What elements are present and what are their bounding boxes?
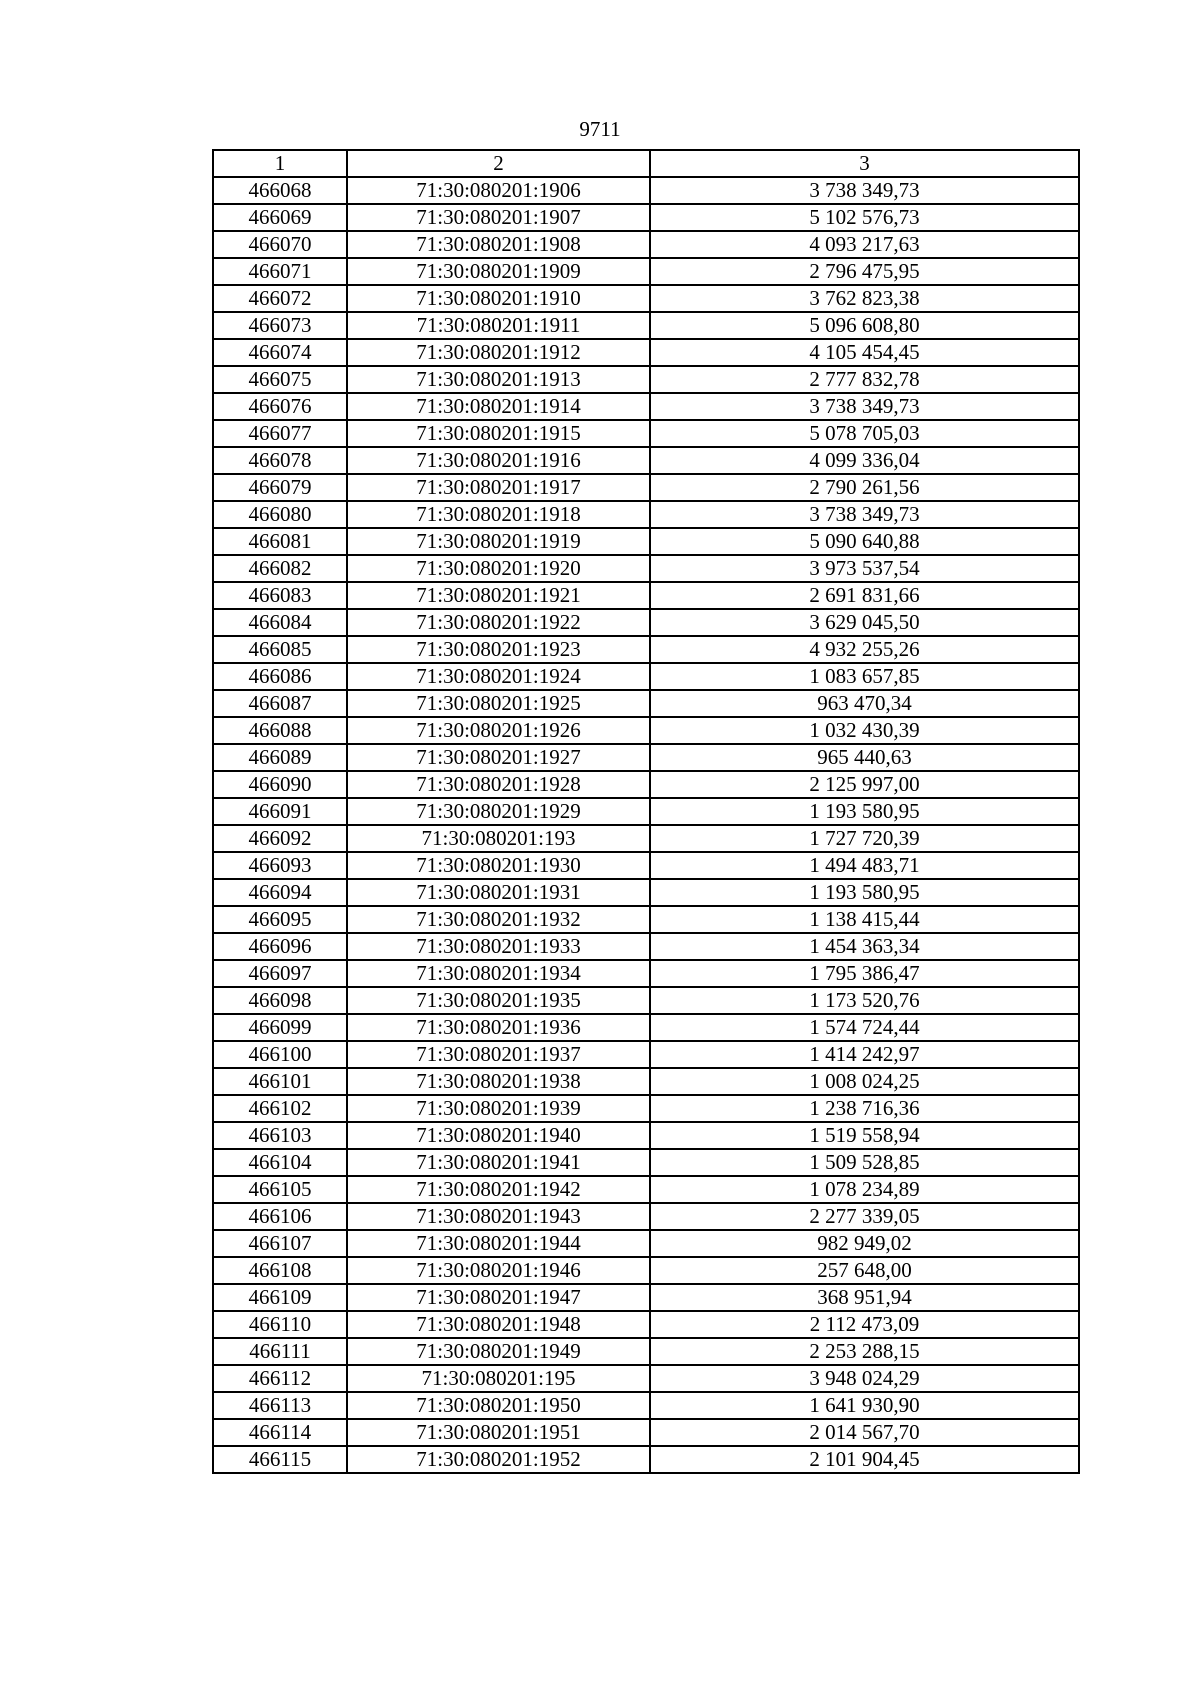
table-row xyxy=(213,1149,1079,1176)
cadastral-number-cell: 71:30:080201:1909 xyxy=(347,258,650,285)
cadastral-number-cell: 71:30:080201:1929 xyxy=(347,798,650,825)
table-row xyxy=(213,609,1079,636)
cadastral-number-cell: 71:30:080201:193 xyxy=(347,825,650,852)
table-row xyxy=(213,771,1079,798)
table-row xyxy=(213,420,1079,447)
cadastral-number-cell: 71:30:080201:1917 xyxy=(347,474,650,501)
table-row xyxy=(213,312,1079,339)
cadastral-number-cell: 71:30:080201:1950 xyxy=(347,1392,650,1419)
cadastral-number-cell: 71:30:080201:1914 xyxy=(347,393,650,420)
table-row xyxy=(213,933,1079,960)
cadastral-number-cell: 71:30:080201:1931 xyxy=(347,879,650,906)
table-row xyxy=(213,474,1079,501)
cadastral-value-cell: 1 138 415,44 xyxy=(650,906,1079,933)
table-row xyxy=(213,744,1079,771)
cadastral-value-cell: 3 973 537,54 xyxy=(650,555,1079,582)
table-row xyxy=(213,501,1079,528)
cadastral-value-cell: 1 083 657,85 xyxy=(650,663,1079,690)
row-number-cell: 466075 xyxy=(213,366,347,393)
cadastral-value-cell: 2 796 475,95 xyxy=(650,258,1079,285)
cadastral-value-cell: 1 509 528,85 xyxy=(650,1149,1079,1176)
table-row xyxy=(213,690,1079,717)
row-number-cell: 466111 xyxy=(213,1338,347,1365)
table-row xyxy=(213,285,1079,312)
row-number-cell: 466077 xyxy=(213,420,347,447)
row-number-cell: 466102 xyxy=(213,1095,347,1122)
table-row xyxy=(213,1014,1079,1041)
table-row xyxy=(213,339,1079,366)
cadastral-number-cell: 71:30:080201:1928 xyxy=(347,771,650,798)
table-row xyxy=(213,1284,1079,1311)
row-number-cell: 466115 xyxy=(213,1446,347,1473)
row-number-cell: 466095 xyxy=(213,906,347,933)
cadastral-value-cell: 3 629 045,50 xyxy=(650,609,1079,636)
row-number-cell: 466090 xyxy=(213,771,347,798)
row-number-cell: 466112 xyxy=(213,1365,347,1392)
row-number-cell: 466101 xyxy=(213,1068,347,1095)
cadastral-number-cell: 71:30:080201:1951 xyxy=(347,1419,650,1446)
cadastral-number-cell: 71:30:080201:1910 xyxy=(347,285,650,312)
cadastral-number-cell: 71:30:080201:1912 xyxy=(347,339,650,366)
row-number-cell: 466103 xyxy=(213,1122,347,1149)
row-number-cell: 466079 xyxy=(213,474,347,501)
row-number-cell: 466097 xyxy=(213,960,347,987)
row-number-cell: 466093 xyxy=(213,852,347,879)
row-number-cell: 466104 xyxy=(213,1149,347,1176)
cadastral-value-cell: 1 641 930,90 xyxy=(650,1392,1079,1419)
cadastral-number-cell: 71:30:080201:1906 xyxy=(347,177,650,204)
row-number-cell: 466089 xyxy=(213,744,347,771)
row-number-cell: 466078 xyxy=(213,447,347,474)
cadastral-number-cell: 71:30:080201:1948 xyxy=(347,1311,650,1338)
cadastral-value-cell: 3 738 349,73 xyxy=(650,393,1079,420)
row-number-cell: 466084 xyxy=(213,609,347,636)
cadastral-number-cell: 71:30:080201:1947 xyxy=(347,1284,650,1311)
cadastral-value-cell: 2 777 832,78 xyxy=(650,366,1079,393)
row-number-cell: 466072 xyxy=(213,285,347,312)
cadastral-number-cell: 71:30:080201:1908 xyxy=(347,231,650,258)
table-row xyxy=(213,1392,1079,1419)
cadastral-number-cell: 71:30:080201:1934 xyxy=(347,960,650,987)
cadastral-value-cell: 1 193 580,95 xyxy=(650,798,1079,825)
row-number-cell: 466080 xyxy=(213,501,347,528)
cadastral-number-cell: 71:30:080201:1939 xyxy=(347,1095,650,1122)
cadastral-value-cell: 5 096 608,80 xyxy=(650,312,1079,339)
column-header-2: 2 xyxy=(347,150,650,177)
row-number-cell: 466068 xyxy=(213,177,347,204)
column-header-1: 1 xyxy=(213,150,347,177)
cadastral-number-cell: 71:30:080201:1930 xyxy=(347,852,650,879)
row-number-cell: 466100 xyxy=(213,1041,347,1068)
row-number-cell: 466092 xyxy=(213,825,347,852)
row-number-cell: 466070 xyxy=(213,231,347,258)
cadastral-value-cell: 3 738 349,73 xyxy=(650,501,1079,528)
row-number-cell: 466114 xyxy=(213,1419,347,1446)
table-row xyxy=(213,960,1079,987)
table-row xyxy=(213,906,1079,933)
row-number-cell: 466106 xyxy=(213,1203,347,1230)
cadastral-value-cell: 2 691 831,66 xyxy=(650,582,1079,609)
row-number-cell: 466108 xyxy=(213,1257,347,1284)
cadastral-value-cell: 4 932 255,26 xyxy=(650,636,1079,663)
cadastral-number-cell: 71:30:080201:1924 xyxy=(347,663,650,690)
row-number-cell: 466113 xyxy=(213,1392,347,1419)
cadastral-value-cell: 2 277 339,05 xyxy=(650,1203,1079,1230)
row-number-cell: 466098 xyxy=(213,987,347,1014)
cadastral-number-cell: 71:30:080201:195 xyxy=(347,1365,650,1392)
row-number-cell: 466096 xyxy=(213,933,347,960)
table-row xyxy=(213,447,1079,474)
row-number-cell: 466073 xyxy=(213,312,347,339)
cadastral-value-cell: 1 574 724,44 xyxy=(650,1014,1079,1041)
cadastral-value-cell: 1 727 720,39 xyxy=(650,825,1079,852)
table-row xyxy=(213,204,1079,231)
cadastral-value-cell: 3 738 349,73 xyxy=(650,177,1079,204)
row-number-cell: 466069 xyxy=(213,204,347,231)
cadastral-value-cell: 1 173 520,76 xyxy=(650,987,1079,1014)
table-row xyxy=(213,1446,1079,1473)
cadastral-number-cell: 71:30:080201:1927 xyxy=(347,744,650,771)
table-body xyxy=(213,177,1079,1473)
cadastral-value-cell: 1 454 363,34 xyxy=(650,933,1079,960)
cadastral-value-cell: 1 238 716,36 xyxy=(650,1095,1079,1122)
table-row xyxy=(213,177,1079,204)
table-row xyxy=(213,1122,1079,1149)
row-number-cell: 466074 xyxy=(213,339,347,366)
cadastral-value-cell: 4 093 217,63 xyxy=(650,231,1079,258)
table-row xyxy=(213,1365,1079,1392)
row-number-cell: 466088 xyxy=(213,717,347,744)
row-number-cell: 466086 xyxy=(213,663,347,690)
cadastral-number-cell: 71:30:080201:1921 xyxy=(347,582,650,609)
row-number-cell: 466109 xyxy=(213,1284,347,1311)
table-row xyxy=(213,1176,1079,1203)
cadastral-number-cell: 71:30:080201:1923 xyxy=(347,636,650,663)
cadastral-number-cell: 71:30:080201:1915 xyxy=(347,420,650,447)
cadastral-number-cell: 71:30:080201:1937 xyxy=(347,1041,650,1068)
table-row xyxy=(213,1041,1079,1068)
table-row xyxy=(213,798,1079,825)
cadastral-value-cell: 368 951,94 xyxy=(650,1284,1079,1311)
cadastral-number-cell: 71:30:080201:1943 xyxy=(347,1203,650,1230)
cadastral-value-cell: 257 648,00 xyxy=(650,1257,1079,1284)
cadastral-number-cell: 71:30:080201:1920 xyxy=(347,555,650,582)
cadastral-number-cell: 71:30:080201:1949 xyxy=(347,1338,650,1365)
cadastral-value-cell: 4 099 336,04 xyxy=(650,447,1079,474)
cadastral-value-cell: 2 125 997,00 xyxy=(650,771,1079,798)
table-row xyxy=(213,1095,1079,1122)
row-number-cell: 466071 xyxy=(213,258,347,285)
cadastral-value-cell: 5 090 640,88 xyxy=(650,528,1079,555)
row-number-cell: 466099 xyxy=(213,1014,347,1041)
cadastral-number-cell: 71:30:080201:1919 xyxy=(347,528,650,555)
cadastral-value-cell: 1 414 242,97 xyxy=(650,1041,1079,1068)
cadastral-number-cell: 71:30:080201:1942 xyxy=(347,1176,650,1203)
cadastral-value-cell: 5 102 576,73 xyxy=(650,204,1079,231)
table-row xyxy=(213,366,1079,393)
cadastral-value-cell: 1 032 430,39 xyxy=(650,717,1079,744)
cadastral-value-cell: 982 949,02 xyxy=(650,1230,1079,1257)
table-row xyxy=(213,636,1079,663)
cadastral-value-cell: 963 470,34 xyxy=(650,690,1079,717)
row-number-cell: 466105 xyxy=(213,1176,347,1203)
table-row xyxy=(213,1068,1079,1095)
table-row xyxy=(213,1203,1079,1230)
cadastral-number-cell: 71:30:080201:1933 xyxy=(347,933,650,960)
cadastral-number-cell: 71:30:080201:1940 xyxy=(347,1122,650,1149)
cadastral-value-cell: 2 253 288,15 xyxy=(650,1338,1079,1365)
cadastral-value-cell: 2 101 904,45 xyxy=(650,1446,1079,1473)
table-row xyxy=(213,258,1079,285)
cadastral-number-cell: 71:30:080201:1938 xyxy=(347,1068,650,1095)
cadastral-value-cell: 2 790 261,56 xyxy=(650,474,1079,501)
cadastral-number-cell: 71:30:080201:1941 xyxy=(347,1149,650,1176)
table-row xyxy=(213,825,1079,852)
table-row xyxy=(213,1419,1079,1446)
table-row xyxy=(213,555,1079,582)
cadastral-value-cell: 2 112 473,09 xyxy=(650,1311,1079,1338)
cadastral-value-cell: 1 193 580,95 xyxy=(650,879,1079,906)
cadastral-value-cell: 1 519 558,94 xyxy=(650,1122,1079,1149)
row-number-cell: 466085 xyxy=(213,636,347,663)
cadastral-number-cell: 71:30:080201:1944 xyxy=(347,1230,650,1257)
row-number-cell: 466083 xyxy=(213,582,347,609)
table-row xyxy=(213,852,1079,879)
cadastral-number-cell: 71:30:080201:1932 xyxy=(347,906,650,933)
cadastral-number-cell: 71:30:080201:1918 xyxy=(347,501,650,528)
table-row xyxy=(213,879,1079,906)
cadastral-number-cell: 71:30:080201:1935 xyxy=(347,987,650,1014)
table-row xyxy=(213,231,1079,258)
cadastral-number-cell: 71:30:080201:1925 xyxy=(347,690,650,717)
table-row xyxy=(213,1338,1079,1365)
cadastral-value-cell: 3 762 823,38 xyxy=(650,285,1079,312)
table-row xyxy=(213,1230,1079,1257)
cadastral-number-cell: 71:30:080201:1936 xyxy=(347,1014,650,1041)
cadastral-number-cell: 71:30:080201:1913 xyxy=(347,366,650,393)
cadastral-number-cell: 71:30:080201:1911 xyxy=(347,312,650,339)
table-row xyxy=(213,987,1079,1014)
cadastral-number-cell: 71:30:080201:1907 xyxy=(347,204,650,231)
cadastral-value-cell: 1 008 024,25 xyxy=(650,1068,1079,1095)
cadastral-value-cell: 1 078 234,89 xyxy=(650,1176,1079,1203)
cadastral-value-cell: 1 795 386,47 xyxy=(650,960,1079,987)
cadastral-value-cell: 5 078 705,03 xyxy=(650,420,1079,447)
row-number-cell: 466087 xyxy=(213,690,347,717)
cadastral-value-table xyxy=(212,149,1080,1474)
cadastral-value-cell: 4 105 454,45 xyxy=(650,339,1079,366)
cadastral-number-cell: 71:30:080201:1916 xyxy=(347,447,650,474)
table-row xyxy=(213,528,1079,555)
table-row xyxy=(213,1257,1079,1284)
table-header-row xyxy=(213,150,1079,177)
row-number-cell: 466082 xyxy=(213,555,347,582)
row-number-cell: 466094 xyxy=(213,879,347,906)
table-row xyxy=(213,717,1079,744)
cadastral-number-cell: 71:30:080201:1922 xyxy=(347,609,650,636)
column-header-3: 3 xyxy=(650,150,1079,177)
page-number: 9711 xyxy=(579,117,621,141)
row-number-cell: 466091 xyxy=(213,798,347,825)
cadastral-value-cell: 3 948 024,29 xyxy=(650,1365,1079,1392)
cadastral-value-cell: 1 494 483,71 xyxy=(650,852,1079,879)
table-row xyxy=(213,663,1079,690)
row-number-cell: 466107 xyxy=(213,1230,347,1257)
cadastral-number-cell: 71:30:080201:1946 xyxy=(347,1257,650,1284)
row-number-cell: 466081 xyxy=(213,528,347,555)
row-number-cell: 466110 xyxy=(213,1311,347,1338)
table-row xyxy=(213,582,1079,609)
table-row xyxy=(213,1311,1079,1338)
cadastral-value-cell: 965 440,63 xyxy=(650,744,1079,771)
row-number-cell: 466076 xyxy=(213,393,347,420)
table-row xyxy=(213,393,1079,420)
cadastral-number-cell: 71:30:080201:1952 xyxy=(347,1446,650,1473)
cadastral-number-cell: 71:30:080201:1926 xyxy=(347,717,650,744)
cadastral-value-cell: 2 014 567,70 xyxy=(650,1419,1079,1446)
